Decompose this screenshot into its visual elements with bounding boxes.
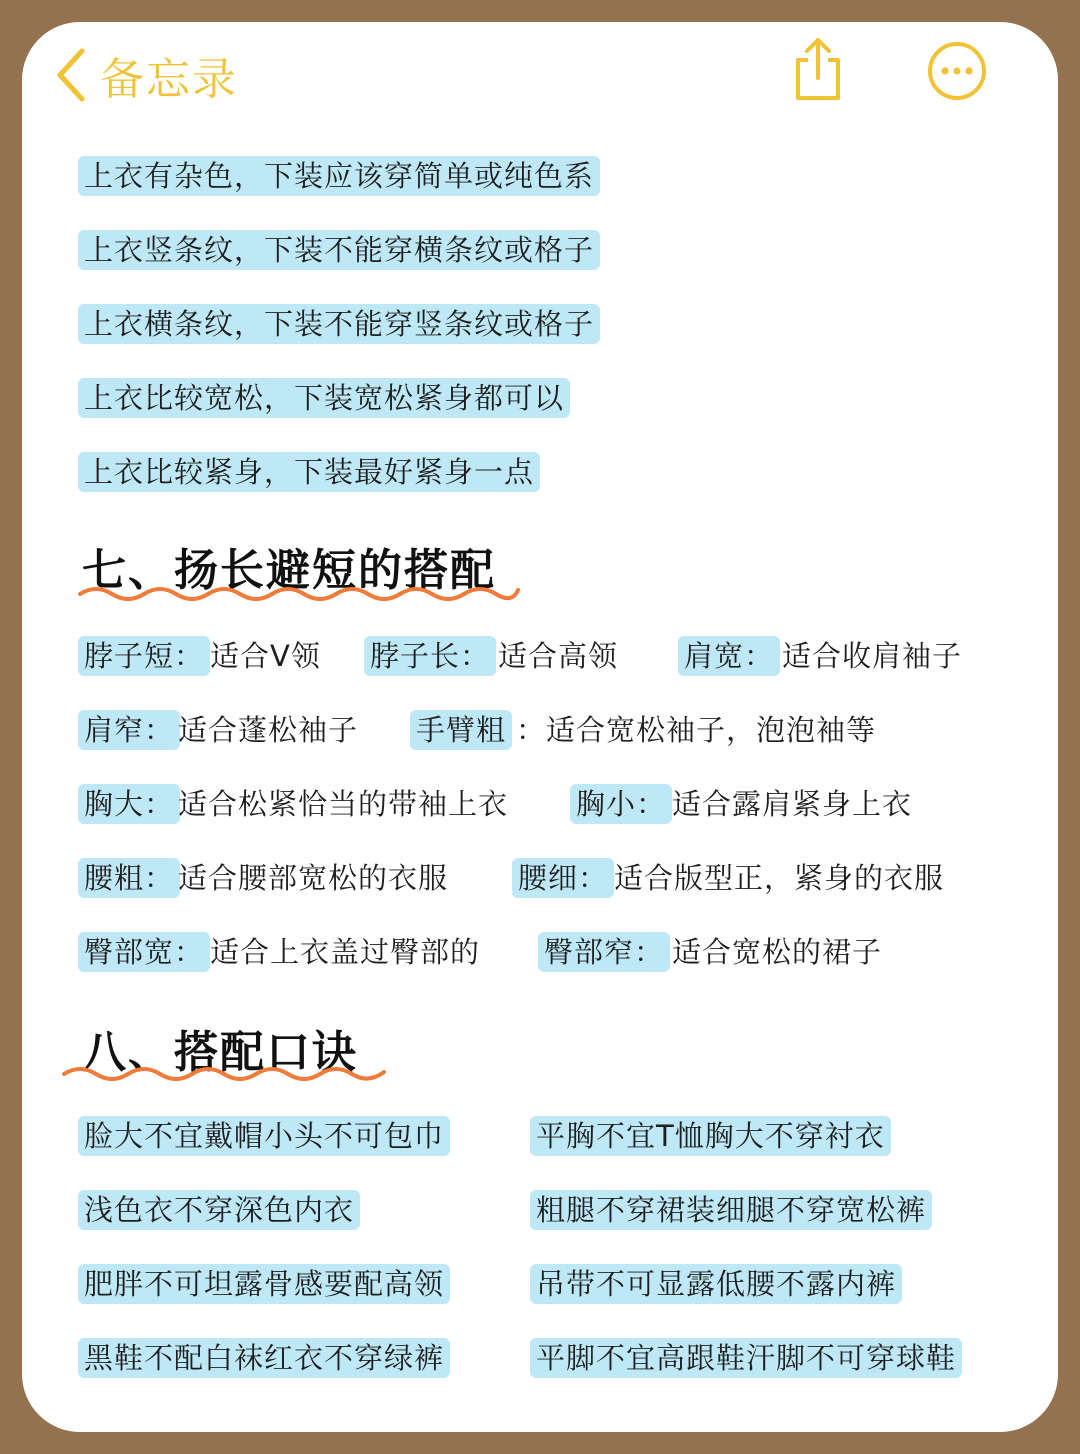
rhyme-item: 平胸不宜T恤胸大不穿衬衣 (530, 1116, 891, 1156)
rule-text: 上衣比较紧身，下装最好紧身一点 (78, 452, 540, 492)
rhyme-item: 肥胖不可坦露骨感要配高领 (78, 1264, 450, 1304)
top-bar (22, 22, 1058, 132)
rhyme-item: 粗腿不穿裙装细腿不穿宽松裤 (530, 1190, 932, 1230)
tip-advice: ：适合宽松袖子，泡泡袖等 (516, 713, 877, 747)
back-label: 备忘录 (100, 54, 238, 105)
tip-advice: 适合腰部宽松的衣服 (178, 861, 449, 895)
rhyme-item: 脸大不宜戴帽小头不可包巾 (78, 1116, 450, 1156)
back-button[interactable] (52, 40, 238, 110)
tip-term: 腰粗： (78, 858, 180, 898)
rhyme-item: 浅色衣不穿深色内衣 (78, 1190, 360, 1230)
tip-advice: 适合版型正，紧身的衣服 (614, 861, 945, 895)
tip-term: 肩宽： (678, 636, 780, 676)
tip-advice: 适合松紧恰当的带袖上衣 (178, 787, 509, 821)
tip-advice: 适合高领 (498, 639, 619, 673)
rule-text: 上衣横条纹，下装不能穿竖条纹或格子 (78, 304, 600, 344)
tip-term: 脖子长： (364, 636, 496, 676)
rhyme-item: 黑鞋不配白袜红衣不穿绿裤 (78, 1338, 450, 1378)
tip-term: 肩窄： (78, 710, 180, 750)
tip-advice: 适合上衣盖过臀部的 (210, 935, 481, 969)
wavy-underline (62, 1062, 392, 1082)
section-heading: 八、搭配口诀 (82, 1027, 358, 1078)
tip-advice: 适合宽松的裙子 (672, 935, 883, 969)
tip-term: 胸小： (570, 784, 672, 824)
tip-term: 脖子短： (78, 636, 210, 676)
more-icon[interactable] (926, 40, 988, 102)
tip-term: 胸大： (78, 784, 180, 824)
rule-text: 上衣比较宽松，下装宽松紧身都可以 (78, 378, 570, 418)
notes-card (22, 22, 1058, 1432)
rhyme-item: 平脚不宜高跟鞋汗脚不可穿球鞋 (530, 1338, 962, 1378)
tip-advice: 适合收肩袖子 (782, 639, 963, 673)
tip-term: 臀部宽： (78, 932, 210, 972)
chevron-left-icon (52, 45, 92, 105)
tip-advice: 适合露肩紧身上衣 (672, 787, 913, 821)
rule-text: 上衣竖条纹，下装不能穿横条纹或格子 (78, 230, 600, 270)
section-heading: 七、扬长避短的搭配 (82, 545, 496, 596)
wavy-underline (78, 582, 520, 602)
tip-term: 手臂粗 (410, 710, 512, 750)
rule-text: 上衣有杂色，下装应该穿简单或纯色系 (78, 156, 600, 196)
tip-term: 腰细： (512, 858, 614, 898)
tip-advice: 适合V领 (210, 639, 321, 673)
tip-advice: 适合蓬松袖子 (178, 713, 359, 747)
share-icon[interactable] (790, 36, 846, 102)
tip-term: 臀部窄： (538, 932, 670, 972)
rhyme-item: 吊带不可显露低腰不露内裤 (530, 1264, 902, 1304)
